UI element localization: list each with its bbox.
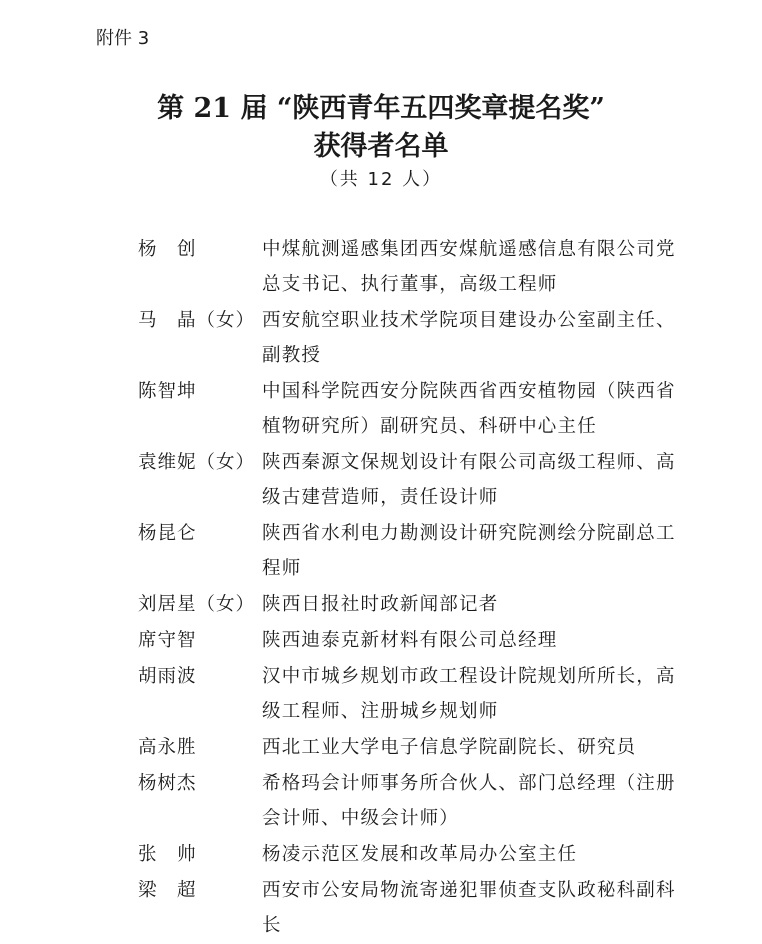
list-item — [138, 837, 698, 872]
list-item — [138, 659, 698, 729]
recipient-list — [138, 232, 698, 944]
list-item — [138, 587, 698, 622]
recipient-description: 西安航空职业技术学院项目建设办公室副主任、副教授 — [262, 310, 676, 366]
recipient-name: 杨树杰 — [138, 773, 197, 794]
list-item — [138, 374, 698, 444]
list-item — [138, 766, 698, 836]
recipient-name: 张 帅 — [138, 844, 197, 865]
attachment-label: 附件 3 — [96, 28, 150, 49]
recipient-name: 陈智坤 — [138, 381, 197, 402]
list-item — [138, 445, 698, 515]
recipient-description: 杨凌示范区发展和改革局办公室主任 — [262, 844, 578, 865]
recipient-description: 中国科学院西安分院陕西省西安植物园（陕西省植物研究所）副研究员、科研中心主任 — [262, 381, 676, 437]
list-item — [138, 303, 698, 373]
recipient-description: 汉中市城乡规划市政工程设计院规划所所长，高级工程师、注册城乡规划师 — [262, 666, 676, 722]
list-item — [138, 232, 698, 302]
recipient-description: 陕西迪泰克新材料有限公司总经理 — [262, 630, 558, 651]
recipient-name: 席守智 — [138, 630, 197, 651]
recipient-description: 西安市公安局物流寄递犯罪侦查支队政秘科副科长 — [262, 880, 676, 936]
recipient-description: 陕西省水利电力勘测设计研究院测绘分院副总工程师 — [262, 523, 676, 579]
list-item — [138, 873, 698, 943]
list-item — [138, 730, 698, 765]
recipient-description: 陕西秦源文保规划设计有限公司高级工程师、高级古建营造师，责任设计师 — [262, 452, 676, 508]
recipient-description: 陕西日报社时政新闻部记者 — [262, 594, 499, 615]
recipient-count: （共 12 人） — [319, 169, 443, 190]
recipient-name: 梁 超 — [138, 880, 197, 901]
recipient-name: 高永胜 — [138, 737, 197, 758]
recipient-name: 袁维妮（女） — [138, 452, 256, 473]
list-item — [138, 623, 698, 658]
document-title: 第 21 届 “陕西青年五四奖章提名奖” — [157, 93, 605, 124]
recipient-description: 西北工业大学电子信息学院副院长、研究员 — [262, 737, 637, 758]
recipient-name: 杨昆仑 — [138, 523, 197, 544]
recipient-name: 马 晶（女） — [138, 310, 256, 331]
document-subtitle: 获得者名单 — [313, 131, 449, 162]
recipient-name: 杨 创 — [138, 239, 197, 260]
recipient-name: 刘居星（女） — [138, 594, 256, 615]
recipient-description: 中煤航测遥感集团西安煤航遥感信息有限公司党总支书记、执行董事，高级工程师 — [262, 239, 676, 295]
recipient-name: 胡雨波 — [138, 666, 197, 687]
list-item — [138, 516, 698, 586]
recipient-description: 希格玛会计师事务所合伙人、部门总经理（注册会计师、中级会计师） — [262, 773, 676, 829]
